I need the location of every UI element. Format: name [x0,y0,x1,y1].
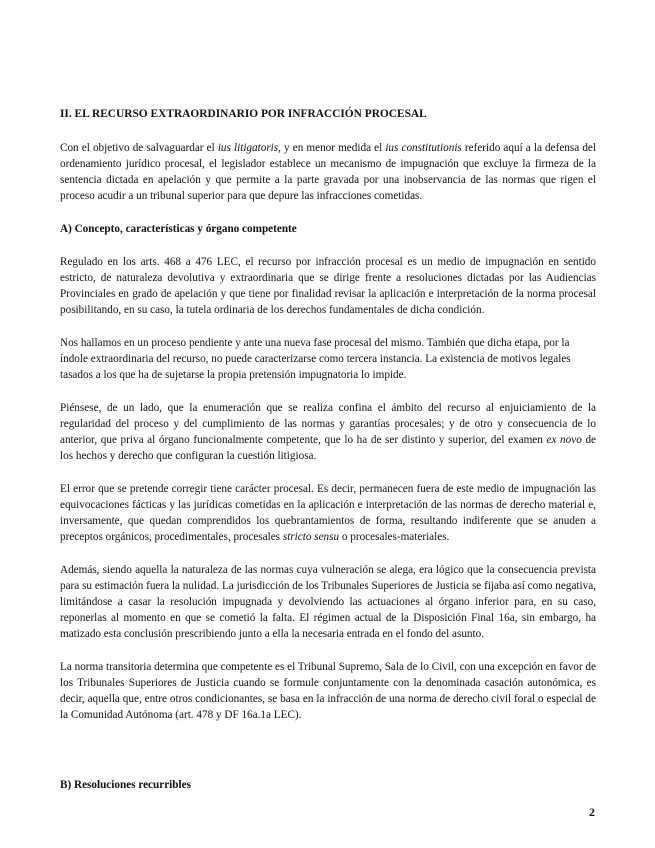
intro-paragraph: Con el objetivo de salvaguardar el ius litigatoris, y en menor medida el ius constitutionis referido aquí a la defensa del ordenamiento jurídico procesal, el legislador establece un mecanismo de impugnación que excluye la firmeza de la sentencia dictada en apelación y que permite a la parte gravada por una inobservancia de las normas que rigen el proceso acudir a un tribunal superior para que depure las infracciones cometidas. [60,142,596,202]
document-body [60,106,596,810]
page-number: 2 [589,805,595,819]
section-a-paragraph-4: El error que se pretende corregir tiene carácter procesal. Es decir, permanecen fuera de este medio de impugnación las equivocaciones fácticas y las jurídicas cometidas en la aplicación e interpretación de las normas de derecho material e, inversamente, que quedan comprendidos los quebrantamientos de forma, resultando indiferente que se anuden a preceptos orgánicos, procedimentales, procesales stricto sensu o procesales-materiales. [60,483,596,543]
section-a-paragraph-3: Piénsese, de un lado, que la enumeración que se realiza confina el ámbito del recurso al enjuiciamiento de la regularidad del proceso y del cumplimiento de las normas y garantías procesales; y de otro y consecuencia de lo anterior, que priva al órgano funcionalmente competente, que lo ha de ser distinto y superior, del examen ex novo de los hechos y derecho que configuran la cuestión litigiosa. [60,402,597,462]
section-a-paragraph-2: Nos hallamos en un proceso pendiente y ante una nueva fase procesal del mismo. También que dicha etapa, por la índole extraordinaria del recurso, no puede caracterizarse como tercera instancia. La existencia de motivos legales tasados a los que ha de sujetarse la propia pretensión impugnatoria lo impide. [60,337,571,381]
section-a-paragraph-1: Regulado en los arts. 468 a 476 LEC, el recurso por infracción procesal es un medio de impugnación en sentido estricto, de naturaleza devolutiva y extraordinaria que se dirige frente a resoluciones dictadas por las Audiencias Provinciales en grado de apelación y que tiene por finalidad revisar la aplicación e interpretación de la norma procesal posibilitando, en su caso, la tutela ordinaria de los derechos fundamentales de dicha condición. [60,256,596,316]
chapter-title: II. EL RECURSO EXTRAORDINARIO POR INFRACCIÓN PROCESAL [60,108,427,120]
section-a-paragraph-6: La norma transitoria determina que competente es el Tribunal Supremo, Sala de lo Civil, con una excepción en favor de los Tribunales Superiores de Justicia cuando se formule conjuntamente con la denominada casación autonómica, es decir, aquella que, entre otros condicionantes, se basa en la infracción de una norma de derecho civil foral o especial de la Comunidad Autónoma (art. 478 y DF 16a.1a LEC). [60,661,596,721]
section-a-heading: A) Concepto, características y órgano competente [60,223,297,235]
section-b-heading: B) Resoluciones recurribles [60,779,191,791]
section-a-paragraph-5: Además, siendo aquella la naturaleza de las normas cuya vulneración se alega, era lógico que la consecuencia prevista para su estimación fuera la nulidad. La jurisdicción de los Tribunales Superiores de Justicia se fijaba así como negativa, limitándose a casar la resolución impugnada y devolviendo las actuaciones al órgano inferior para, en su caso, reponerlas al momento en que se cometió la falta. El régimen actual de la Disposición Final 16a, sin embargo, ha matizado esta conclusión prescribiendo junto a ella la necesaria entrada en el fondo del asunto. [60,564,596,640]
